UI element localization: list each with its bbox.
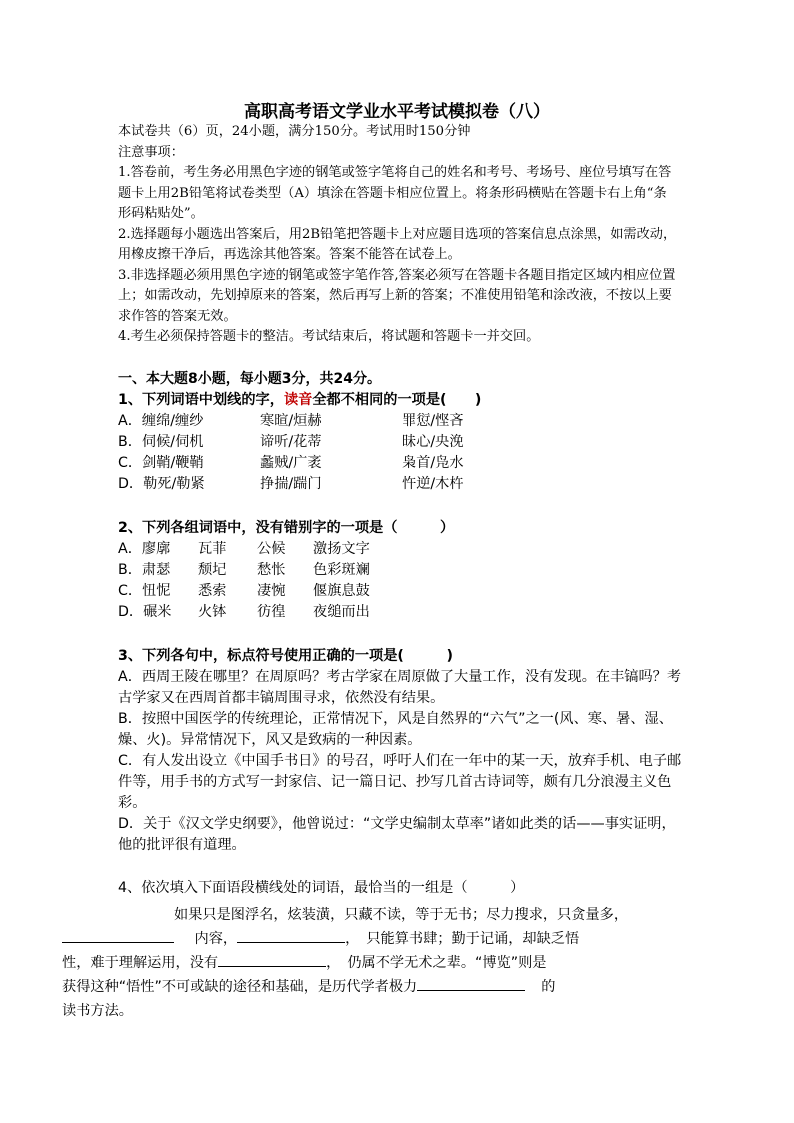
option-cell: C．剑鞘/鞭鞘 (118, 455, 204, 471)
exam-summary: 本试卷共（6）页，24小题，满分150分。考试用时150分钟 (118, 124, 471, 139)
option-cell: 凄惋 (257, 583, 286, 599)
option-cell: 彷徨 (257, 604, 286, 620)
passage-line-4 (62, 975, 555, 999)
option-cell: 挣揣/踹门 (260, 476, 322, 492)
option-cell: 愁怅 (257, 562, 286, 578)
question-4-passage (62, 903, 688, 1023)
passage-line-3 (62, 951, 547, 975)
option-cell: 火钵 (198, 604, 227, 620)
option-cell: 罪愆/悭吝 (402, 413, 464, 429)
passage-text: 如果只是图浮名，炫装潢，只藏不读，等于无书；尽力搜求，只贪量多， (174, 907, 629, 923)
option-cell: 忤逆/木杵 (402, 476, 464, 492)
fill-blank[interactable] (417, 976, 525, 991)
option-cell: B．伺候/伺机 (118, 434, 204, 450)
option-a: A．西周王陵在哪里？在周原吗？考古学家在周原做了大量工作，没有发现。在丰镐吗？考古学家又在西周首都丰镐周围寻求，依然没有结果。 (118, 669, 682, 706)
question-3 (118, 645, 688, 856)
option-b: B．按照中国医学的传统理论，正常情况下，风是自然界的“六气”之一(风、寒、暑、湿、燥、火)。异常情况下，风又是致病的一种因素。 (118, 711, 673, 748)
fill-blank[interactable] (62, 928, 174, 943)
passage-text: 性，难于理解运用，没有 (62, 955, 219, 971)
passage-text: 读书方法。 (62, 1003, 133, 1019)
option-cell: 瓦菲 (198, 541, 227, 557)
exam-title: 高职高考语文学业水平考试模拟卷（八） (244, 102, 550, 122)
passage-text: ， 仍属不学无术之辈。“博览”则是 (326, 955, 547, 971)
option-cell: B．肃瑟 (118, 562, 171, 578)
question-2 (118, 517, 688, 623)
passage-text: 的 (541, 979, 556, 995)
option-cell: 夜缒而出 (313, 604, 370, 620)
fill-blank[interactable] (218, 952, 326, 967)
option-cell: 蠡贼/广袤 (260, 455, 322, 471)
question-3-title: 3、下列各句中，标点符号使用正确的一项是( ) (118, 648, 453, 664)
option-cell: 激扬文字 (313, 541, 370, 557)
question-2-title: 2、下列各组词语中，没有错别字的一项是（ ） (118, 520, 455, 536)
question-1-options (118, 411, 688, 495)
option-cell: 悉索 (198, 583, 227, 599)
option-cell: 谛听/花蒂 (260, 434, 322, 450)
question-2-options (118, 539, 688, 623)
instructions (118, 122, 678, 348)
option-cell: D．碾米 (118, 604, 172, 620)
notice-heading: 注意事项： (118, 144, 184, 160)
question-1-title-suffix: 全都不相同的一项是( ) (312, 392, 482, 408)
question-3-options (118, 667, 688, 856)
option-cell: 昧心/央浼 (402, 434, 464, 450)
option-c: C．有人发出设立《中国手书日》的号召，呼吁人们在一年中的某一天，放弃手机、电子邮件等，用手书的方式写一封家信、记一篇日记、抄写几首古诗词等，颇有几分浪漫主义色彩。 (118, 753, 682, 811)
option-cell: C．忸怩 (118, 583, 171, 599)
fill-blank[interactable] (237, 928, 345, 943)
passage-text: 内容， (194, 931, 238, 947)
question-1 (118, 389, 688, 495)
option-cell: 偃旗息鼓 (313, 583, 370, 599)
passage-text: ， 只能算书肆；勤于记诵，却缺乏悟 (345, 931, 580, 947)
option-d: D．关于《汉文学史纲要》，他曾说过：“文学史编制太草率”诸如此类的话——事实证明，他的批评很有道理。 (118, 816, 676, 853)
passage-line-2 (118, 927, 579, 951)
instruction-item: 4.考生必须保持答题卡的整洁。考试结束后，将试题和答题卡一并交回。 (118, 329, 540, 344)
question-1-title-prefix: 1、下列词语中划线的字， (118, 392, 284, 408)
option-cell: A．缠绵/缠纱 (118, 413, 204, 429)
passage-text: 获得这种“悟性”不可或缺的途径和基础，是历代学者极力 (62, 979, 418, 995)
question-4-title: 4、依次填入下面语段横线处的词语，最恰当的一组是（ ） (118, 880, 525, 896)
section-heading: 一、本大题8小题，每小题3分，共24分。 (118, 371, 381, 387)
instruction-item: 2.选择题每小题选出答案后，用2B铅笔把答题卡上对应题目选项的答案信息点涂黑，如需改动，用橡皮擦干净后，再选涂其他答案。答案不能答在试卷上。 (118, 226, 677, 262)
instruction-item: 3.非选择题必须用黑色字迹的钢笔或签字笔作答,答案必须写在答题卡各题目指定区域内相应位置上；如需改动，先划掉原来的答案，然后再写上新的答案；不准使用铅笔和涂改液，不按以上要求作答的答案无效。 (118, 267, 676, 324)
question-4 (62, 877, 688, 1023)
option-cell: 枭首/凫水 (402, 455, 464, 471)
option-cell: A．廖廓 (118, 541, 171, 557)
question-1-title (118, 389, 688, 411)
option-cell: 色彩斑斓 (313, 562, 370, 578)
option-cell: 公候 (257, 541, 286, 557)
option-cell: D．勒死/勒紧 (118, 476, 205, 492)
instruction-item: 1.答卷前，考生务必用黑色字迹的钢笔或签字笔将自己的姓名和考号、考场号、座位号填写在答题卡上用2B铅笔将试卷类型（A）填涂在答题卡相应位置上。将条形码横贴在答题卡右上角“条形码粘贴处”。 (118, 165, 672, 221)
question-1-title-highlight: 读音 (283, 392, 313, 408)
option-cell: 寒暄/烜赫 (260, 413, 322, 429)
option-cell: 颓圮 (198, 562, 227, 578)
